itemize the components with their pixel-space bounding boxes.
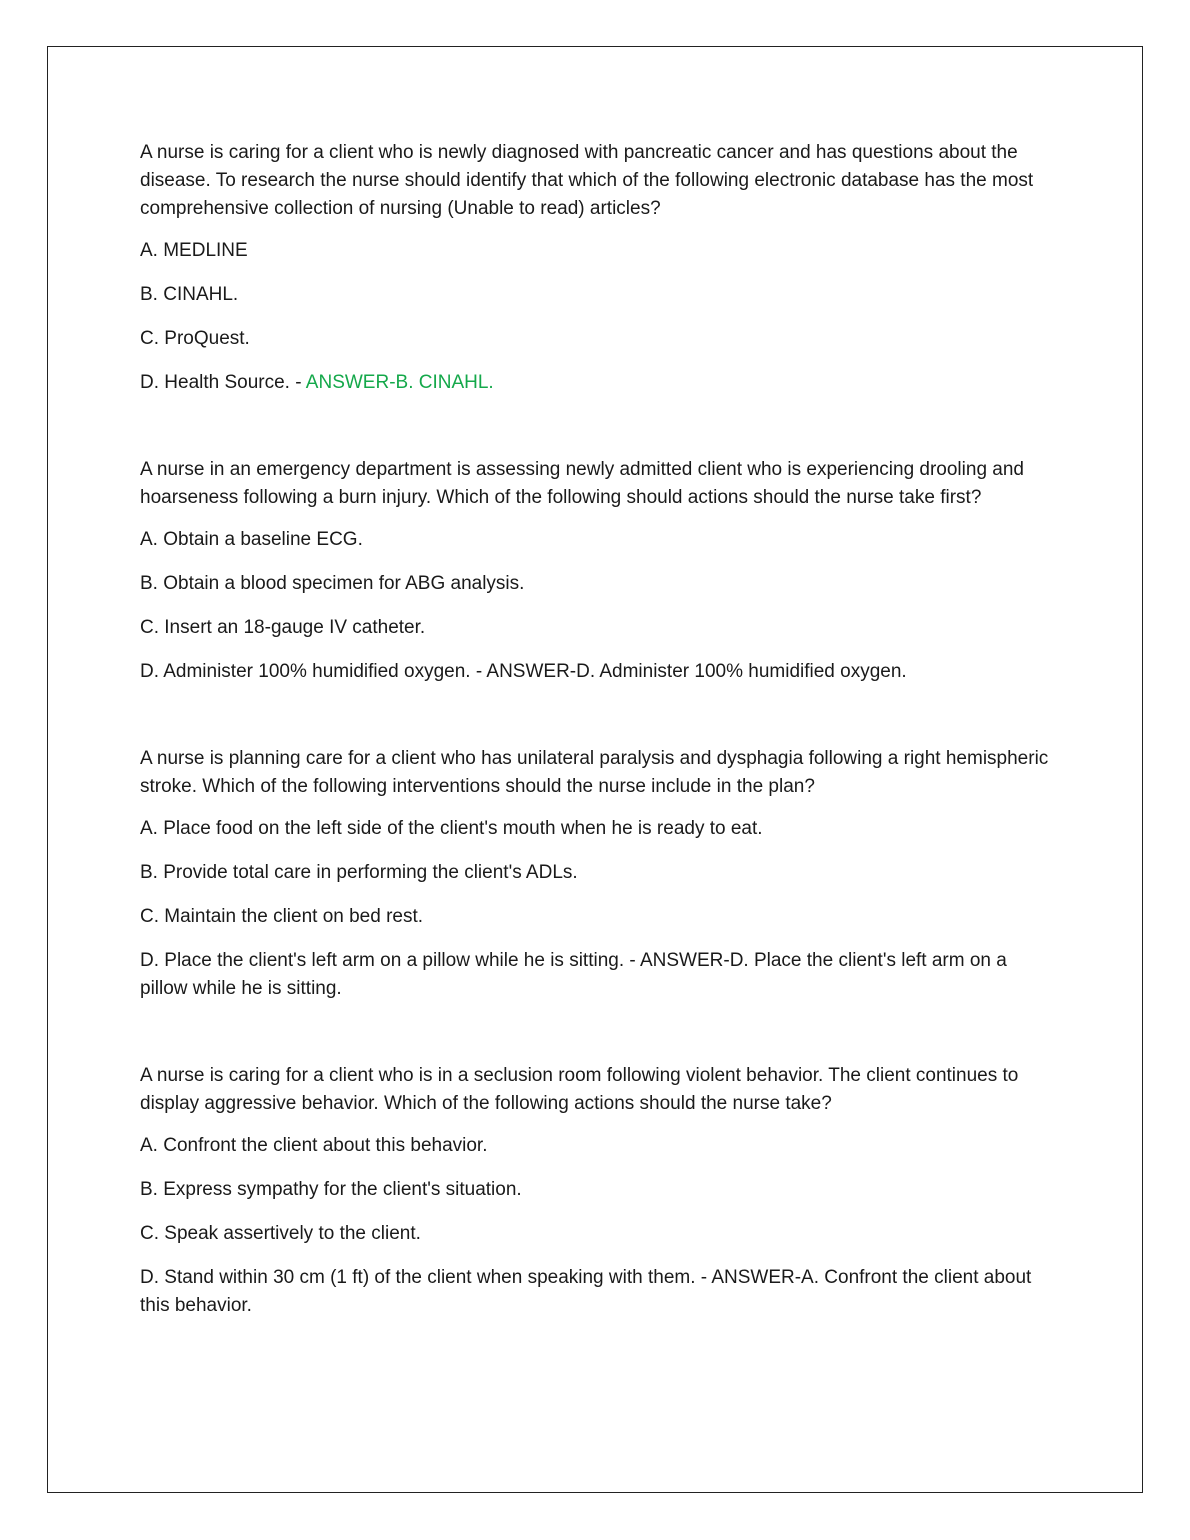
option-d: D. Place the client's left arm on a pillow while he is sitting. - xyxy=(140,950,640,971)
option-c: C. Maintain the client on bed rest. xyxy=(140,906,424,927)
question-stem: A nurse is planning care for a client who has unilateral paralysis and dysphagia following a right hemispheric stroke. Which of the following interventions should the nurse include in the plan? xyxy=(140,748,1049,797)
option-d-with-answer xyxy=(140,658,1055,686)
answer-highlight: ANSWER-B. CINAHL. xyxy=(305,372,494,393)
option-a: A. MEDLINE xyxy=(140,240,248,261)
option-c: C. ProQuest. xyxy=(140,328,250,349)
option-d: D. Health Source. - xyxy=(140,372,306,393)
option-b: B. Express sympathy for the client's situation. xyxy=(140,1179,522,1200)
question-stem: A nurse in an emergency department is assessing newly admitted client who is experiencing drooling and hoarseness following a burn injury. Which of the following should actions should the nurse take first? xyxy=(140,459,1024,508)
answer: ANSWER-D. Place the client's left arm on a pillow while he is sitting. xyxy=(140,950,1007,999)
option-a: A. Confront the client about this behavior. xyxy=(140,1135,488,1156)
option-a: A. Place food on the left side of the client's mouth when he is ready to eat. xyxy=(140,818,763,839)
option-b: B. Provide total care in performing the client's ADLs. xyxy=(140,862,578,883)
question-block-2 xyxy=(140,456,1055,686)
option-d: D. Stand within 30 cm (1 ft) of the client when speaking with them. - xyxy=(140,1267,712,1288)
option-d-with-answer xyxy=(140,1264,1055,1320)
option-d-with-answer xyxy=(140,369,1055,397)
question-block-1 xyxy=(140,139,1055,397)
option-d: D. Administer 100% humidified oxygen. - xyxy=(140,661,487,682)
option-b: B. Obtain a blood specimen for ABG analysis. xyxy=(140,573,525,594)
question-block-4 xyxy=(140,1062,1055,1320)
question-stem: A nurse is caring for a client who is newly diagnosed with pancreatic cancer and has questions about the disease. To research the nurse should identify that which of the following electronic database has the most comprehensive collection of nursing (Unable to read) articles? xyxy=(140,142,1034,219)
option-c: C. Insert an 18-gauge IV catheter. xyxy=(140,617,426,638)
answer: ANSWER-D. Administer 100% humidified oxygen. xyxy=(486,661,907,682)
option-a: A. Obtain a baseline ECG. xyxy=(140,529,363,550)
option-d-with-answer xyxy=(140,947,1055,1003)
answer: ANSWER-A. Confront the client about this behavior. xyxy=(140,1267,1032,1316)
question-block-3 xyxy=(140,745,1055,1003)
option-c: C. Speak assertively to the client. xyxy=(140,1223,421,1244)
document-content xyxy=(140,139,1055,1379)
question-stem: A nurse is caring for a client who is in a seclusion room following violent behavior. The client continues to display aggressive behavior. Which of the following actions should the nurse take? xyxy=(140,1065,1019,1114)
option-b: B. CINAHL. xyxy=(140,284,239,305)
